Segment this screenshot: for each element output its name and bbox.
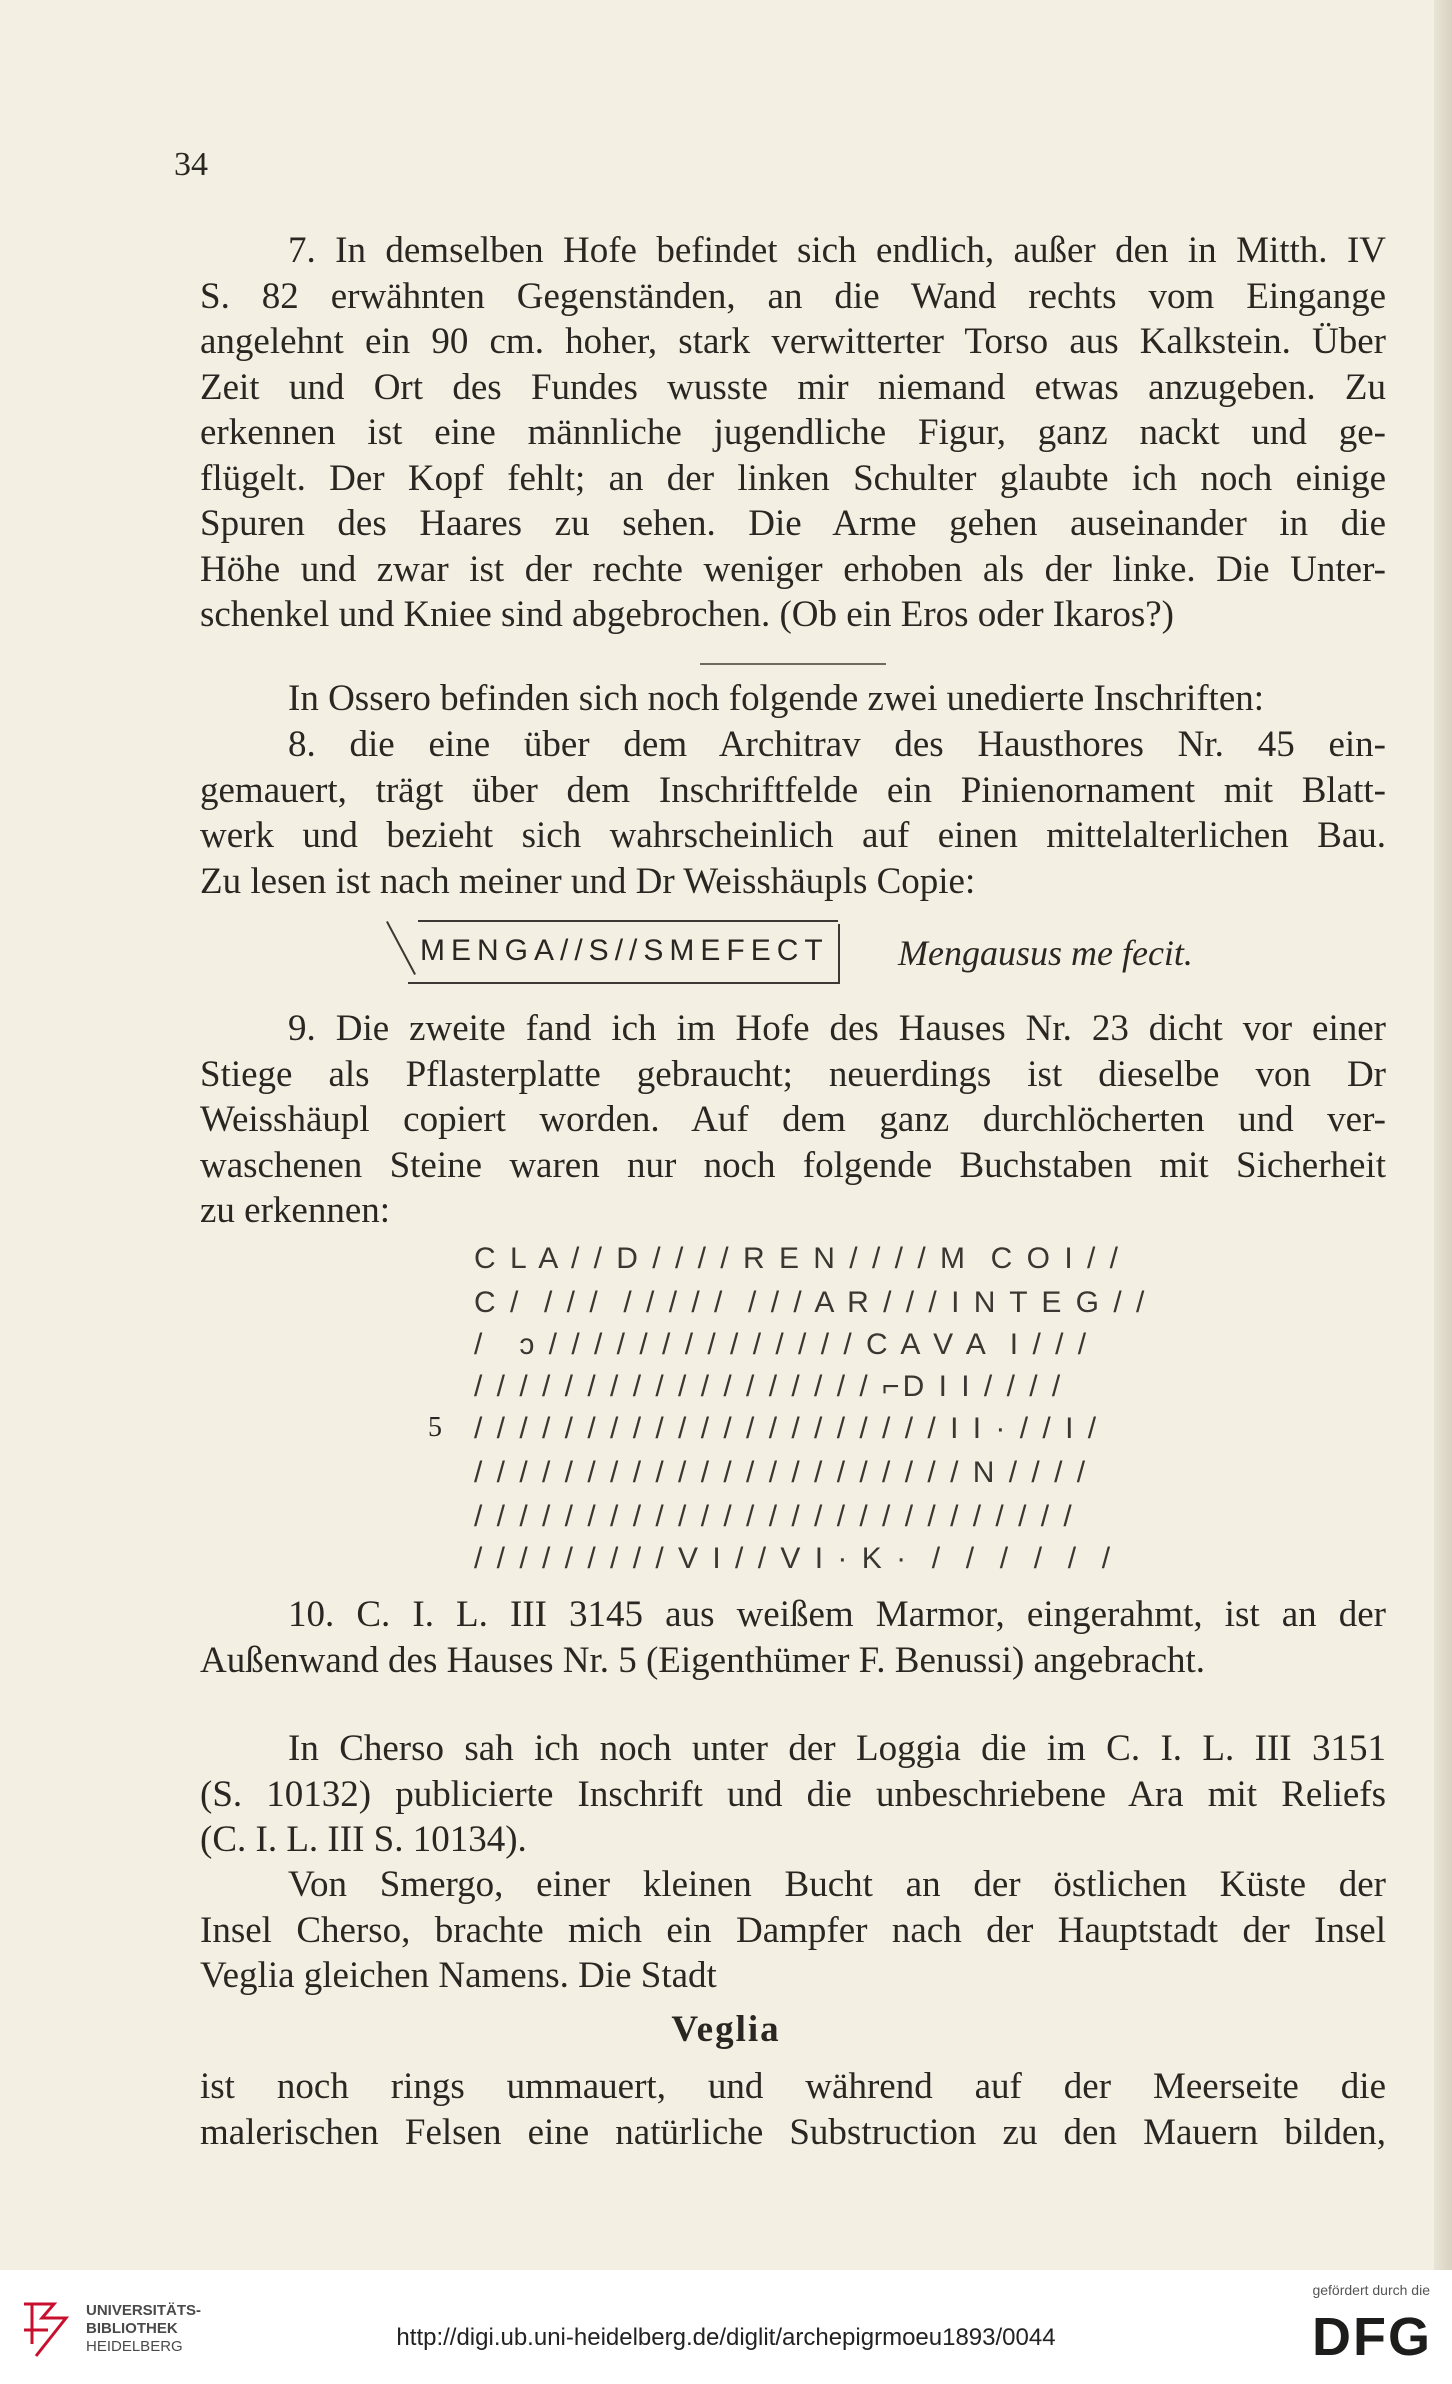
- inscription-8-text: MENGA//S//SMEFECT: [420, 934, 829, 967]
- paragraph-7: [200, 228, 1386, 638]
- text-line: werk und bezieht sich wahrscheinlich auf einen mittelalterlichen Bau.: [200, 815, 1386, 856]
- inscription-frame: [418, 920, 838, 922]
- text-line: ist noch rings ummauert, und während auf der Meerseite die: [200, 2066, 1386, 2107]
- section-heading-veglia: Veglia: [671, 2009, 781, 2050]
- text-line: angelehnt ein 90 cm. hoher, stark verwitterter Torso aus Kalkstein. Über: [200, 321, 1386, 362]
- inscription-9-line: C L A / / D / / / / R E N / / / / M C O I / /: [474, 1242, 1121, 1275]
- text-line: 8. die eine über dem Architrav des Hausthores Nr. 45 ein-: [288, 724, 1386, 765]
- text-line: 9. Die zweite fand ich im Hofe des Hauses Nr. 23 dicht vor einer: [288, 1008, 1386, 1049]
- inscription-8-reading: Mengausus me fecit.: [898, 933, 1193, 973]
- paragraph-smergo: [200, 1862, 1386, 1999]
- document-url-link[interactable]: http://digi.ub.uni-heidelberg.de/diglit/archepigrmoeu1893/0044: [396, 2324, 1056, 2351]
- text-line: flügelt. Der Kopf fehlt; an der linken Schulter glaubte ich noch einige: [200, 457, 1386, 499]
- text-line: Veglia gleichen Namens. Die Stadt: [200, 1955, 717, 1996]
- text-line: S. 82 erwähnten Gegenständen, an die Wand rechts vom Eingange: [200, 275, 1386, 317]
- paragraph-cherso: [200, 1726, 1386, 1863]
- library-name-line: BIBLIOTHEK: [86, 2320, 178, 2337]
- inscription-9-line: / / / / / / / / / / / / / / / / / / / / / / N / / / /: [474, 1456, 1089, 1489]
- text-line: In Ossero befinden sich noch folgende zwei unedierte Inschriften:: [288, 678, 1265, 719]
- text-line: malerischen Felsen eine natürliche Substruction zu den Mauern bilden,: [200, 2111, 1386, 2153]
- text-line: Von Smergo, einer kleinen Bucht an der östlichen Küste der: [288, 1864, 1386, 1905]
- library-name-line: UNIVERSITÄTS-: [86, 2302, 202, 2319]
- text-line: Zeit und Ort des Fundes wusste mir niemand etwas anzugeben. Zu: [200, 366, 1386, 408]
- library-name-line: HEIDELBERG: [86, 2338, 183, 2355]
- inscription-9-line: / / / / / / / / / / / / / / / / / / / / / / / / / / /: [474, 1500, 1075, 1533]
- scan-edge-shadow: [1434, 0, 1452, 2270]
- paragraph-veglia: [200, 2064, 1386, 2155]
- text-line: Weisshäupl copiert worden. Auf dem ganz durchlöcherten und ver-: [200, 1099, 1386, 1140]
- inscription-9-line: / / / / / / / / / / / / / / / / / / ⌐D I I / / / /: [474, 1370, 1064, 1403]
- text-line: Außenwand des Hauses Nr. 5 (Eigenthümer F. Benussi) angebracht.: [200, 1639, 1206, 1681]
- paragraph-ossero-intro: [200, 676, 1386, 722]
- page-number: 34: [174, 146, 208, 183]
- text-line: 10. C. I. L. III 3145 aus weißem Marmor, eingerahmt, ist an der: [288, 1594, 1386, 1635]
- inscription-line-number: 5: [428, 1412, 442, 1443]
- text-line: Insel Cherso, brachte mich ein Dampfer nach der Hauptstadt der Insel: [200, 1909, 1386, 1951]
- inscription-9-line: / / / / / / / / / / / / / / / / / / / / / I I · / / I /: [474, 1412, 1100, 1445]
- text-line: Höhe und zwar ist der rechte weniger erhoben als der linke. Die Unter-: [200, 548, 1386, 590]
- section-divider: [700, 663, 886, 665]
- text-line: In Cherso sah ich noch unter der Loggia die im C. I. L. III 3151: [288, 1728, 1386, 1769]
- inscription-9-line: / ↄ / / / / / / / / / / / / / / C A V A I / / /: [474, 1328, 1090, 1361]
- paragraph-9: [200, 1006, 1386, 1234]
- funding-note: gefördert durch die: [1312, 2282, 1430, 2298]
- paragraph-10: [200, 1592, 1386, 1683]
- text-line: Spuren des Haares zu sehen. Die Arme gehen auseinander in die: [200, 503, 1386, 544]
- text-line: zu erkennen:: [200, 1190, 391, 1231]
- text-line: schenkel und Kniee sind abgebrochen. (Ob ein Eros oder Ikaros?): [200, 594, 1174, 635]
- text-line: Stiege als Pflasterplatte gebraucht; neuerdings ist dieselbe von Dr: [200, 1053, 1386, 1095]
- dfg-logo: DFG: [1312, 2307, 1432, 2367]
- inscription-9-line: C / / / / / / / / / / / / A R / / / I N T E G / /: [474, 1286, 1148, 1319]
- inscription-9-line: / / / / / / / / / V I / / V I · K · / / / / / /: [474, 1542, 1114, 1575]
- text-line: (C. I. L. III S. 10134).: [200, 1819, 527, 1860]
- text-line: gemauert, trägt über dem Inschriftfelde ein Pinienornament mit Blatt-: [200, 769, 1386, 811]
- text-line: (S. 10132) publicierte Inschrift und die unbeschriebene Ara mit Reliefs: [200, 1773, 1386, 1815]
- paragraph-8: [200, 722, 1386, 904]
- text-line: erkennen ist eine männliche jugendliche Figur, ganz nackt und ge-: [200, 412, 1386, 453]
- text-line: Zu lesen ist nach meiner und Dr Weisshäupls Copie:: [200, 860, 976, 902]
- text-line: 7. In demselben Hofe befindet sich endlich, außer den in Mitth. IV: [288, 230, 1386, 271]
- text-line: waschenen Steine waren nur noch folgende Buchstaben mit Sicherheit: [200, 1144, 1386, 1186]
